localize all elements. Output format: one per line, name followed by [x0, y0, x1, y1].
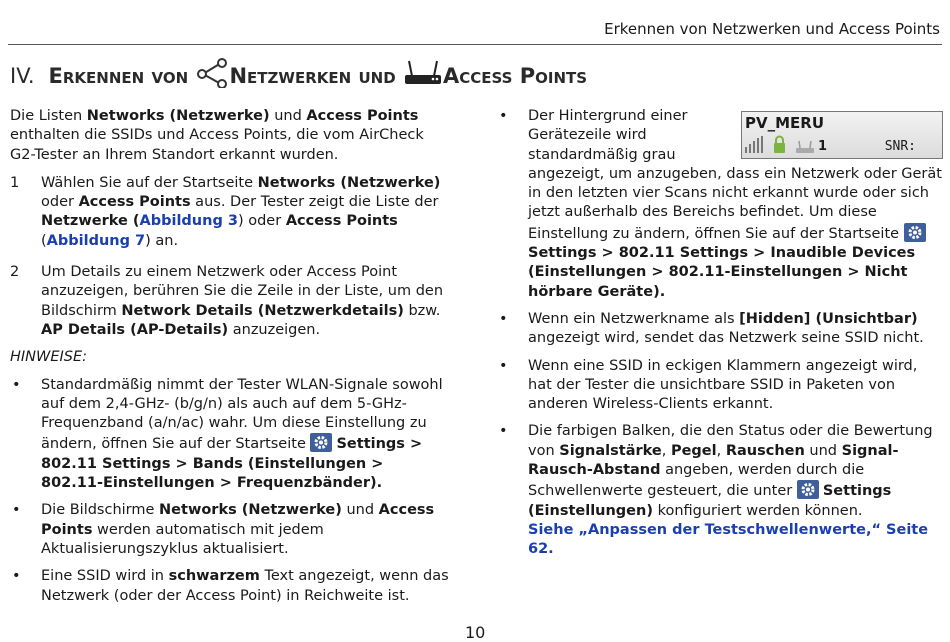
page-number: 10: [465, 623, 486, 642]
snr-label: SNR:: [884, 139, 916, 154]
ssid-name: PV_MERU: [745, 114, 825, 132]
left-column: [10, 107, 450, 606]
title-part-2: Netzwerken und: [229, 64, 396, 88]
note-3: • Eine SSID wird in schwarzem Text angezeigt, wenn das Netzwerk (oder der Access Point) in Reichweite ist.: [12, 568, 449, 604]
note-2: • Die Bildschirme Networks (Netzwerke) und Access Points werden automatisch mit jedem Aktualisierungszyklus aktualisiert.: [12, 502, 435, 557]
right-bullet-2: • Wenn ein Netzwerkname als [Hidden] (Unsichtbar) angezeigt wird, sendet das Netzwerk seine SSID nicht.: [499, 310, 924, 347]
router-icon: [403, 58, 443, 96]
header-rule: [8, 44, 942, 45]
right-column: [497, 107, 942, 560]
notes-heading: HINWEISE:: [10, 349, 88, 366]
note-1: • Standardmäßig nimmt der Tester WLAN-Signale sowohl auf dem 2,4-GHz- (b/g/n) als auch auf dem 5-GHz-Frequenzband (a/n/ac) wahr. Um diese Einstellung zu ändern, öffnen Sie auf der Startseite Settings > 802.11 Settings > Bands (Einstellungen > 802.11-Einstellungen > Frequenzbänder).: [12, 376, 443, 492]
running-header: Erkennen von Netzwerken und Access Points: [604, 20, 940, 38]
settings-gear-icon: [310, 433, 332, 452]
link-abbildung-3[interactable]: Abbildung 3: [139, 213, 238, 230]
right-bullet-1: • Der Hintergrund einer Gerätezeile wird standardmäßig grau angezeigt, um anzugeben, dass ein Netzwerk oder Gerät in den letzten vier Scans nicht erkannt wurde oder sich jetzt außerhalb des Bereichs befindet. Um diese Einstellung zu ändern, öffnen Sie auf der Startseite Settings > 802.11 Settings > Inaudible Devices (Einstellungen > 802.11-Einstellungen > Nicht hörbare Geräte).: [499, 108, 942, 300]
share-network-icon: [195, 58, 229, 96]
section-number: IV.: [10, 64, 35, 88]
settings-gear-icon: [904, 223, 926, 242]
link-testschwellenwerte[interactable]: Siehe „Anpassen der Testschwellenwerte,“ Seite 62.: [528, 521, 929, 558]
ap-count: 1: [818, 139, 828, 154]
title-part-3: Access Points: [443, 64, 588, 88]
title-part-1: Erkennen von: [48, 64, 189, 88]
link-abbildung-7[interactable]: Abbildung 7: [46, 232, 146, 249]
right-bullet-3: • Wenn eine SSID in eckigen Klammern angezeigt wird, hat der Tester die unsichtbare SSID in Paketen von anderen Wireless-Clients erkannt.: [499, 357, 918, 413]
step-2: 2 Um Details zu einem Netzwerk oder Access Point anzuzeigen, berühren Sie die Zeile in der Liste, um den Bildschirm Network Details (Netzwerkdetails) bzw. AP Details (AP-Details) anzuzeigen.: [10, 264, 444, 338]
step-1: 1 Wählen Sie auf der Startseite Networks (Netzwerke) oder Access Points aus. Der Tester zeigt die Liste der Netzwerke (Abbildung 3) oder Access Points (Abbildung 7) an.: [10, 174, 441, 249]
settings-gear-icon: [797, 480, 819, 499]
right-bullet-4: • Die farbigen Balken, die den Status oder die Bewertung von Signalstärke, Pegel, Rauschen und Signal-Rausch-Abstand angeben, werden durch die Schwellenwerte gesteuert, die unter Settings (Einstellungen) konfiguriert werden können. Siehe „Anpassen der Testschwellenwerte,“ Seite 62.: [499, 423, 933, 558]
section-title: [10, 58, 587, 96]
intro-paragraph: Die Listen Networks (Netzwerke) und Access Points enthalten die SSIDs und Access Points, die vom AirCheck G2-Tester an Ihrem Standort erkannt wurden.: [10, 108, 424, 163]
